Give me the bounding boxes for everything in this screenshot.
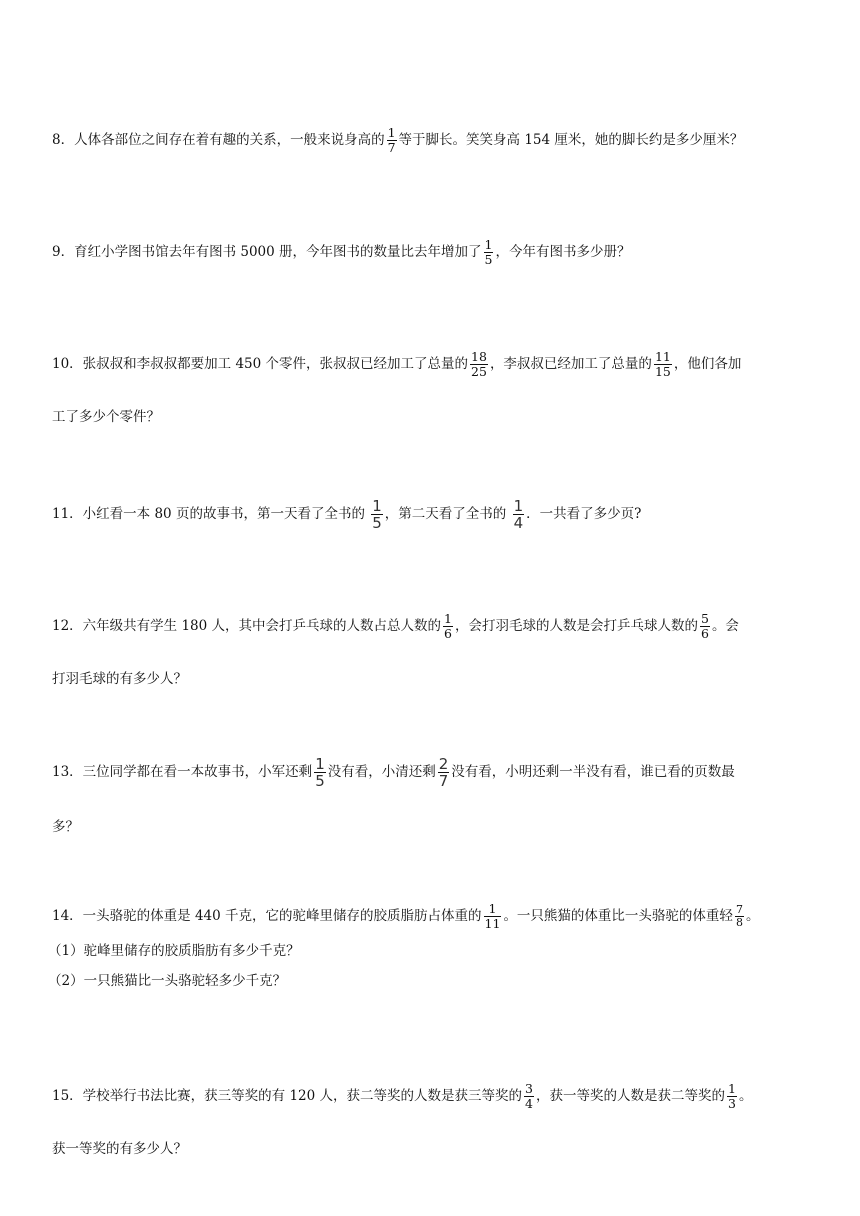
question-11 — [52, 498, 812, 531]
question-14 — [48, 901, 812, 991]
question-14-text-c: 。 — [745, 908, 760, 924]
fraction-1-6: $\frac{1}{6}$ — [444, 611, 452, 641]
question-11-text-a: 11．小红看一本 80 页的故事书，第一天看了全书的 — [52, 506, 365, 522]
question-13-line-1 — [52, 756, 812, 789]
question-13-line-2: 多？ — [52, 819, 79, 835]
question-14-line-1 — [52, 902, 812, 931]
question-10-line-1 — [52, 350, 812, 379]
question-15-text-c: 。 — [738, 1088, 753, 1104]
question-11-text-c: ．一共看了多少页? — [526, 506, 642, 522]
question-8 — [52, 126, 812, 155]
question-12-line-1 — [52, 612, 812, 641]
question-13 — [52, 756, 812, 837]
question-12-line-2: 打羽毛球的有多少人？ — [52, 671, 187, 687]
question-12-text-b: ，会打羽毛球的人数是会打乒乓球人数的 — [454, 618, 698, 634]
fraction-1-5: $\frac{1}{5}$ — [484, 237, 493, 267]
question-12-text-a: 12．六年级共有学生 180 人，其中会打乒乓球的人数占总人数的 — [52, 618, 442, 634]
question-8-text-b: 等于脚长。笑笑身高 154 厘米，她的脚长约是多少厘米？ — [398, 132, 744, 148]
question-15-line-2: 获一等奖的有多少人？ — [52, 1141, 187, 1157]
question-9-text-a: 9．育红小学图书馆去年有图书 5000 册，今年图书的数量比去年增加了 — [52, 244, 482, 260]
question-8-text-a: 8．人体各部位之间存在着有趣的关系，一般来说身高的 — [52, 132, 385, 148]
fraction-18-25: $\frac{18}{25}$ — [471, 349, 487, 379]
question-15-text-b: ，获一等奖的人数是获二等奖的 — [535, 1088, 725, 1104]
question-8-line-1 — [52, 126, 812, 155]
question-13-text-a: 13．三位同学都在看一本故事书，小军还剩 — [52, 764, 313, 780]
fraction-5-6: $\frac{5}{6}$ — [700, 611, 709, 641]
question-12-text-c: 。会 — [711, 618, 739, 634]
question-15-line-1 — [52, 1082, 812, 1111]
question-13-text-c: 没有看，小明还剩一半没有看，谁已看的页数最 — [451, 764, 735, 780]
question-11-text-b: ，第二天看了全书的 — [384, 506, 507, 522]
fraction-1-5: $\frac{1}{5}$ — [372, 497, 382, 532]
question-15 — [52, 1082, 812, 1159]
fraction-7-8: $\frac{7}{8}$ — [735, 903, 743, 929]
fraction-1-5: $\frac{1}{5}$ — [315, 755, 325, 790]
fraction-1-11: $\frac{1}{11}$ — [484, 901, 501, 931]
fraction-2-7: $\frac{2}{7}$ — [438, 755, 449, 790]
question-11-line-1 — [52, 498, 812, 531]
question-14-text-b: 。一只熊猫的体重比一头骆驼的体重轻 — [503, 908, 733, 924]
question-13-text-b: 没有看，小清还剩 — [327, 764, 436, 780]
question-10-text-a: 10．张叔叔和李叔叔都要加工 450 个零件，张叔叔已经加工了总量的 — [52, 356, 469, 372]
question-9-text-b: ，今年有图书多少册？ — [495, 244, 631, 260]
question-10-text-c: ，他们各加 — [673, 356, 742, 372]
question-15-text-a: 15．学校举行书法比赛，获三等奖的有 120 人，获二等奖的人数是获三等奖的 — [52, 1088, 523, 1104]
question-10 — [52, 350, 812, 427]
fraction-1-7: $\frac{1}{7}$ — [387, 125, 396, 155]
question-10-text-b: ，李叔叔已经加工了总量的 — [489, 356, 652, 372]
question-12 — [52, 612, 812, 689]
fraction-11-15: $\frac{11}{15}$ — [654, 349, 671, 379]
question-9-line-1 — [52, 238, 812, 267]
fraction-1-4: $\frac{1}{4}$ — [513, 497, 524, 532]
question-14-sub-2: （2）一只熊猫比一头骆驼轻多少千克？ — [48, 973, 287, 989]
question-14-sub-1: （1）驼峰里储存的胶质脂肪有多少千克？ — [48, 943, 300, 959]
question-10-line-2: 工了多少个零件？ — [52, 409, 160, 425]
fraction-3-4: $\frac{3}{4}$ — [525, 1081, 533, 1111]
question-9 — [52, 238, 812, 267]
fraction-1-3: $\frac{1}{3}$ — [727, 1081, 736, 1111]
question-14-text-a: 14．一头骆驼的体重是 440 千克，它的驼峰里储存的胶质脂肪占体重的 — [52, 908, 482, 924]
